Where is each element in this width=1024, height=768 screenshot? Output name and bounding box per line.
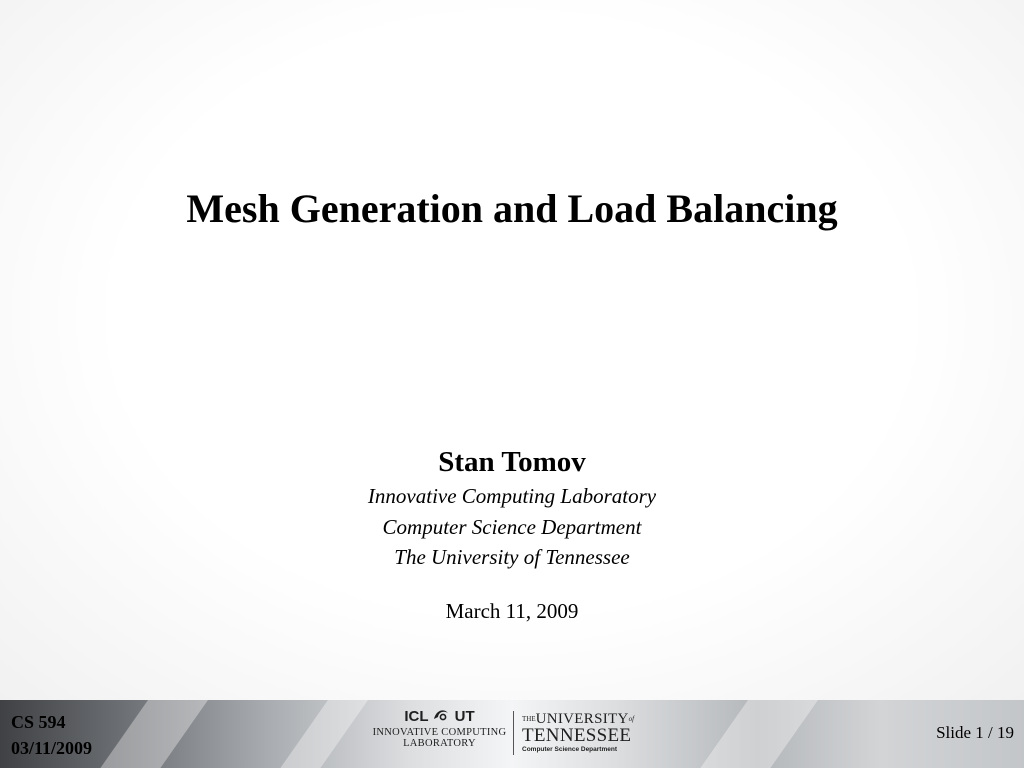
affiliation-university: The University of Tennessee	[394, 545, 630, 569]
slide-title: Mesh Generation and Load Balancing	[186, 186, 838, 231]
slide-indicator: Slide 1 / 19	[936, 723, 1014, 742]
author-block	[0, 443, 1024, 626]
ut-logo	[522, 711, 642, 759]
footer-streak	[678, 700, 832, 768]
affiliation-department: Computer Science Department	[382, 514, 642, 539]
ut-logo-top: THEUNIVERSITYof	[522, 711, 635, 727]
footer-logos	[372, 707, 642, 759]
logo-divider	[513, 711, 514, 755]
icl-logo-name-line1: INNOVATIVE COMPUTING	[372, 727, 507, 738]
presentation-date: March 11, 2009	[445, 598, 579, 623]
icl-logo-name-line2: LABORATORY	[403, 738, 476, 749]
icl-swoosh-icon	[432, 708, 450, 722]
ut-logo-department: Computer Science Department	[522, 746, 617, 753]
author-name: Stan Tomov	[438, 446, 586, 478]
footer-date: 03/11/2009	[11, 738, 93, 758]
footer-streak	[78, 700, 222, 768]
affiliation-lab: Innovative Computing Laboratory	[367, 484, 657, 508]
ut-logo-state: TENNESSEE	[522, 725, 632, 746]
footer-course-info	[11, 709, 92, 761]
icl-logo-mark: ICL UT	[404, 708, 475, 725]
course-code: CS 594	[11, 712, 66, 732]
icl-logo	[372, 707, 507, 759]
footer-streak	[258, 700, 382, 768]
